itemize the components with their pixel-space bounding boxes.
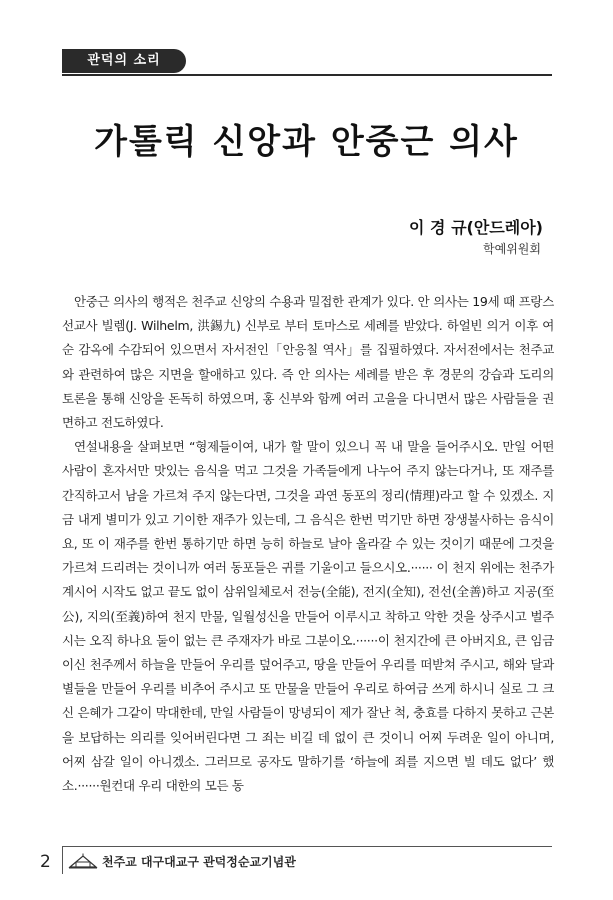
section-divider	[62, 74, 552, 76]
footer-organization: 천주교 대구대교구 관덕정순교기념관	[102, 855, 296, 869]
article-body	[62, 290, 554, 798]
article-title: 가톨릭 신앙과 안중근 의사	[94, 122, 519, 162]
author-affiliation: 학예위원회	[483, 242, 541, 256]
section-label: 관덕의 소리	[62, 49, 186, 73]
body-paragraph-2: 연설내용을 살펴보면 “형제들이여, 내가 할 말이 있으니 꼭 내 말을 들어주시오. 만일 어떤 사람이 혼자서만 맛있는 음식을 먹고 그것을 가족들에게 나누어 주지 않는다거나, 또 재주를 간직하고서 남을 가르쳐 주지 않는다면, 그것을 과연 동포의 정리(情理)라고 할 수 있겠소. 지금 내게 별미가 있고 기이한 재주가 있는데, 그 음식은 한번 먹기만 하면 장생불사하는 음식이요, 또 이 재주를 한번 통하기만 하면 능히 하늘로 날아 올라갈 수 있는 것이기 때문에 그것을 가르쳐 드리려는 것이니까 여러 동포들은 귀를 기울이고 들으시오.······ 이 천지 위에는 천주가 계시어 시작도 없고 끝도 없이 삼위일체로서 전능(全能), 전지(全知), 전선(全善)하고 지공(至公), 지의(至義)하여 천지 만물, 일월성신을 만들어 이루시고 착하고 악한 것을 상주시고 벌주시는 오직 하나요 둘이 없는 큰 주재자가 바로 그분이오.······이 천지간에 큰 아버지요, 큰 임금이신 천주께서 하늘을 만들어 우리를 덮어주고, 땅을 만들어 우리를 떠받쳐 주시고, 해와 달과 별들을 만들어 우리를 비추어 주시고 또 만물을 만들어 우리로 하여금 쓰게 하시니 실로 그 크신 은혜가 그같이 막대한데, 만일 사람들이 망녕되이 제가 잘난 척, 충효를 다하지 못하고 근본을 보답하는 의리를 잊어버린다면 그 죄는 비길 데 없이 큰 것이니 어찌 두려운 일이 아니며, 어찌 삼갈 일이 아니겠소. 그러므로 공자도 말하기를 ‘하늘에 죄를 지으면 빌 데도 없다’ 했소.······원컨대 우리 대한의 모든 동	[62, 439, 554, 794]
page-number: 2	[40, 852, 51, 872]
article-author: 이 경 규(안드레아)	[409, 218, 543, 237]
footer-vertical-divider	[62, 846, 63, 874]
body-paragraph-1: 안중근 의사의 행적은 천주교 신앙의 수용과 밀접한 관계가 있다. 안 의사는 19세 때 프랑스 선교사 빌렘(J. Wilhelm, 洪錫九) 신부로 부터 토마스로 세례를 받았다. 하얼빈 의거 이후 여순 감옥에 수감되어 있으면서 자서전인「안응칠 역사」를 집필하였다. 자서전에서는 천주교와 관련하여 많은 지면을 할애하고 있다. 즉 안 의사는 세례를 받은 후 경문의 강습과 도리의 토론을 통해 신앙을 돈독히 하였으며, 홍 신부와 함께 여러 고을을 다니면서 많은 사람들을 권면하고 전도하였다.	[62, 294, 554, 431]
memorial-hall-logo-icon	[68, 853, 98, 869]
footer-divider	[62, 846, 552, 847]
